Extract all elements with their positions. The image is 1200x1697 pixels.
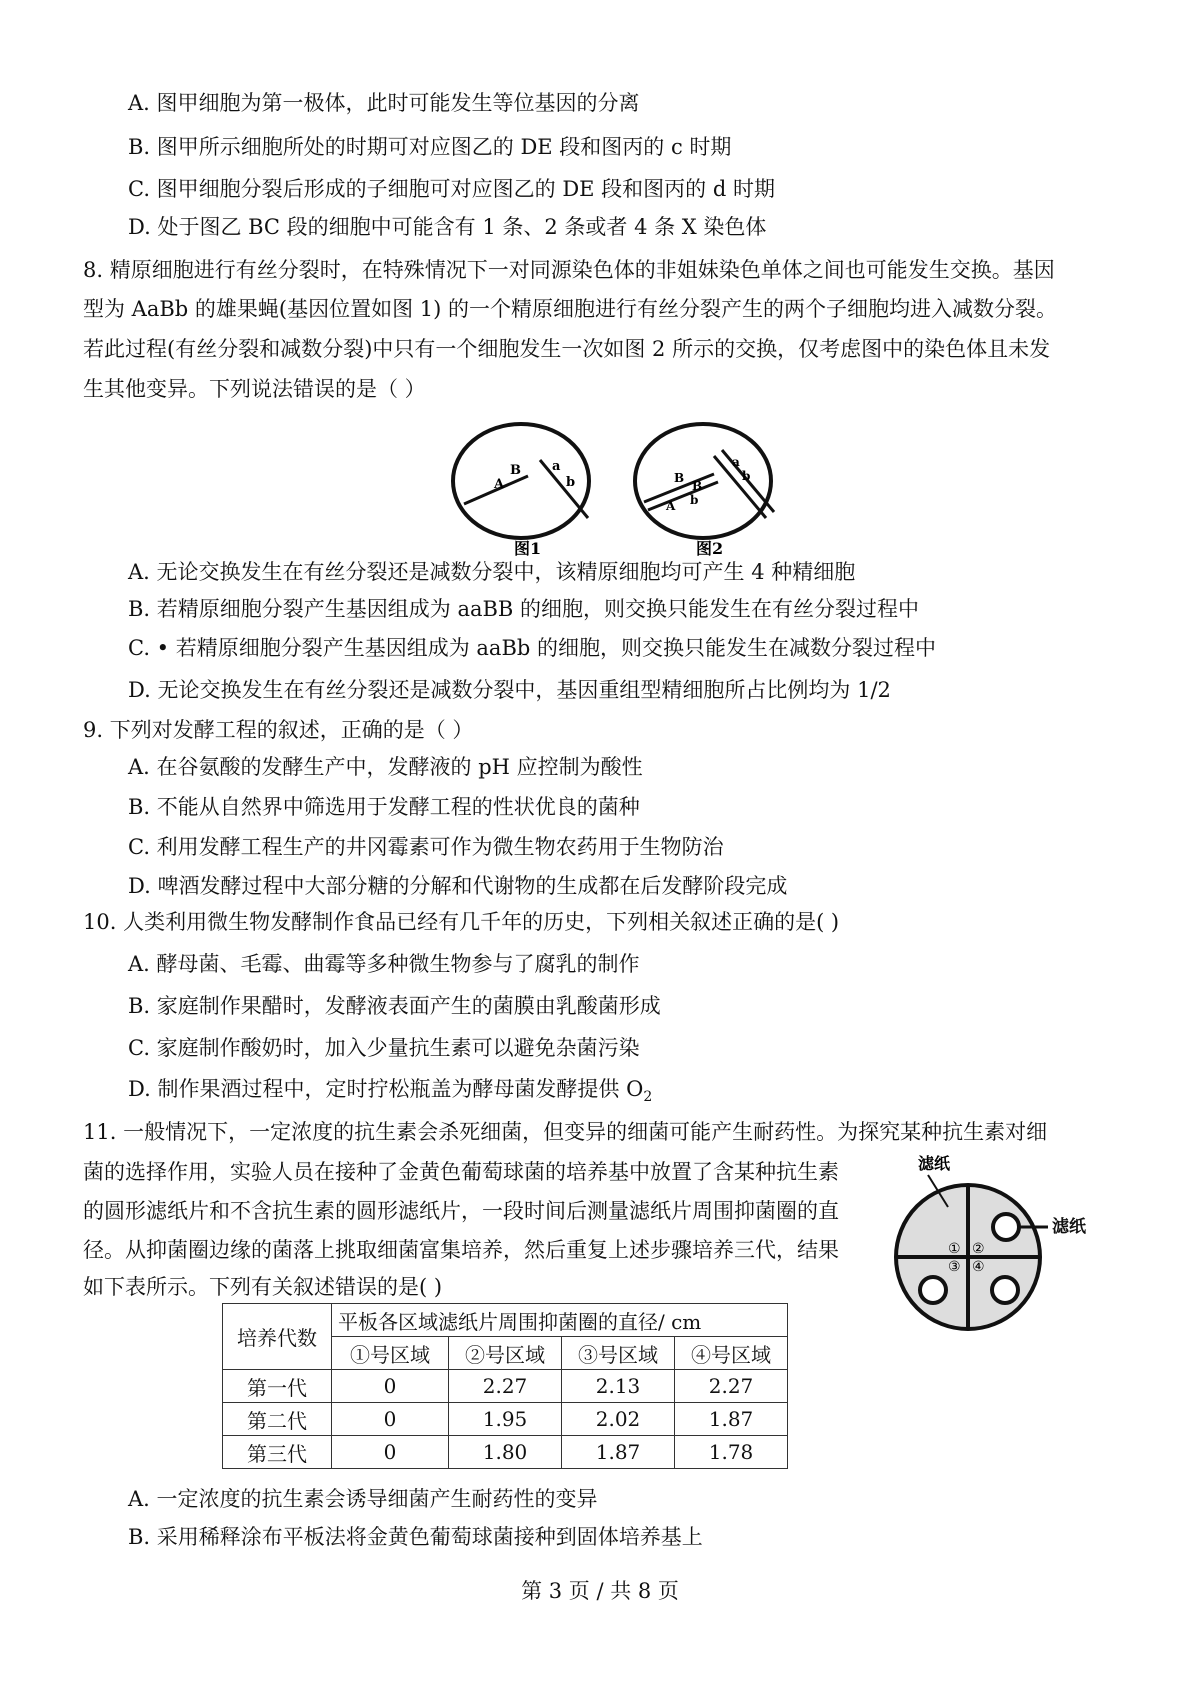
q8-stem-line4: 生其他变异。下列说法错误的是（ ） xyxy=(83,377,426,401)
cell-outline xyxy=(635,424,771,538)
zone-header: ②号区域 xyxy=(449,1337,562,1370)
chromosome-2 xyxy=(540,460,588,518)
gene-label-a: A xyxy=(666,499,676,513)
q8-option-a: A. 无论交换发生在有丝分裂还是减数分裂中，该精原细胞均可产生 4 种精细胞 xyxy=(128,560,856,584)
table-cell: 2.13 xyxy=(562,1370,675,1403)
filter-paper-bottom-right xyxy=(992,1277,1018,1303)
filter-paper-label-top: 滤纸 xyxy=(918,1154,951,1173)
zone-header: ③号区域 xyxy=(562,1337,675,1370)
q11-results-table xyxy=(222,1303,788,1469)
q10-option-a: A. 酵母菌、毛霉、曲霉等多种微生物参与了腐乳的制作 xyxy=(128,952,640,976)
q11-stem-line5: 如下表所示。下列有关叙述错误的是( ) xyxy=(83,1275,443,1299)
q7-option-a: A. 图甲细胞为第一极体，此时可能发生等位基因的分离 xyxy=(128,91,640,115)
q11-stem-line4: 径。从抑菌圈边缘的菌落上挑取细菌富集培养，然后重复上述步骤培养三代，结果 xyxy=(83,1238,839,1262)
q8-option-c: C. • 若精原细胞分裂产生基因组成为 aaBb 的细胞，则交换只能发生在减数分裂过程中 xyxy=(128,636,936,660)
q11-option-a: A. 一定浓度的抗生素会诱导细菌产生耐药性的变异 xyxy=(128,1487,598,1511)
table-cell: 1.78 xyxy=(675,1436,788,1469)
gene-label-b-upper: B xyxy=(510,463,521,478)
q10-option-b: B. 家庭制作果醋时，发酵液表面产生的菌膜由乳酸菌形成 xyxy=(128,994,661,1018)
table-cell: 1.80 xyxy=(449,1436,562,1469)
gene-label-b: B xyxy=(674,471,685,485)
table-cell: 1.87 xyxy=(562,1436,675,1469)
q9-option-d: D. 啤酒发酵过程中大部分糖的分解和代谢物的生成都在后发酵阶段完成 xyxy=(128,874,788,898)
q8-stem-line2: 型为 AaBb 的雄果蝇(基因位置如图 1) 的一个精原细胞进行有丝分裂产生的两个子细胞均进入减数分裂。 xyxy=(83,297,1058,321)
gene-label-b3: b xyxy=(690,493,699,507)
q11-option-b: B. 采用稀释涂布平板法将金黄色葡萄球菌接种到固体培养基上 xyxy=(128,1525,703,1549)
table-cell: 0 xyxy=(332,1370,449,1403)
chromatid-3 xyxy=(714,456,766,518)
zone-4-label: ④ xyxy=(972,1259,985,1275)
table-cell: 1.87 xyxy=(675,1403,788,1436)
q10-option-c: C. 家庭制作酸奶时，加入少量抗生素可以避免杂菌污染 xyxy=(128,1036,640,1060)
row-label: 第一代 xyxy=(223,1370,332,1403)
q8-stem-line3: 若此过程(有丝分裂和减数分裂)中只有一个细胞发生一次如图 2 所示的交换，仅考虑图中的染色体且未发 xyxy=(83,337,1051,361)
gene-label-a-upper: A xyxy=(494,477,505,492)
table-cell: 2.27 xyxy=(449,1370,562,1403)
q8-option-b: B. 若精原细胞分裂产生基因组成为 aaBB 的细胞，则交换只能发生在有丝分裂过程中 xyxy=(128,597,920,621)
zone-1-label: ① xyxy=(948,1241,961,1257)
table-row xyxy=(223,1403,788,1436)
zone-2-label: ② xyxy=(972,1241,985,1257)
q7-option-c: C. 图甲细胞分裂后形成的子细胞可对应图乙的 DE 段和图丙的 d 时期 xyxy=(128,177,775,201)
figure-2-caption: 图2 xyxy=(696,539,724,558)
row-label: 第二代 xyxy=(223,1403,332,1436)
table-row xyxy=(223,1436,788,1469)
table-cell: 0 xyxy=(332,1403,449,1436)
q11-stem-line3: 的圆形滤纸片和不含抗生素的圆形滤纸片，一段时间后测量滤纸片周围抑菌圈的直 xyxy=(83,1199,839,1223)
q11-stem-line2: 菌的选择作用，实验人员在接种了金黄色葡萄球菌的培养基中放置了含某种抗生素 xyxy=(83,1160,839,1184)
row-header-cell: 培养代数 xyxy=(223,1304,332,1370)
table-cell: 2.02 xyxy=(562,1403,675,1436)
table-row xyxy=(223,1370,788,1403)
q9-option-c: C. 利用发酵工程生产的井冈霉素可作为微生物农药用于生物防治 xyxy=(128,835,724,859)
q10-stem: 10. 人类利用微生物发酵制作食品已经有几千年的历史，下列相关叙述正确的是( ) xyxy=(83,910,840,934)
zone-header: ④号区域 xyxy=(675,1337,788,1370)
q9-option-b: B. 不能从自然界中筛选用于发酵工程的性状优良的菌种 xyxy=(128,795,640,819)
table-cell: 0 xyxy=(332,1436,449,1469)
q11-petri-dish-figure xyxy=(888,1147,1058,1337)
q9-stem: 9. 下列对发酵工程的叙述，正确的是（ ） xyxy=(83,718,474,742)
q11-stem-line1: 11. 一般情况下，一定浓度的抗生素会杀死细菌，但变异的细菌可能产生耐药性。为探究某种抗生素对细 xyxy=(83,1120,1048,1144)
gene-label-b2: B xyxy=(692,479,703,493)
gene-label-a-lower: a xyxy=(552,459,561,474)
filter-paper-bottom-left xyxy=(920,1277,946,1303)
q8-figure-1 xyxy=(448,418,598,558)
table-cell: 1.95 xyxy=(449,1403,562,1436)
q8-figure-2 xyxy=(630,418,780,558)
page-footer: 第 3 页 / 共 8 页 xyxy=(521,1579,679,1603)
figure-1-caption: 图1 xyxy=(514,539,542,558)
row-label: 第三代 xyxy=(223,1436,332,1469)
q7-option-b: B. 图甲所示细胞所处的时期可对应图乙的 DE 段和图丙的 c 时期 xyxy=(128,135,732,159)
gene-label-b4: b xyxy=(742,469,751,483)
gene-label-a2: a xyxy=(732,455,740,469)
filter-paper-top-right xyxy=(993,1214,1019,1240)
q9-option-a: A. 在谷氨酸的发酵生产中，发酵液的 pH 应控制为酸性 xyxy=(128,755,643,779)
q8-stem-line1: 8. 精原细胞进行有丝分裂时，在特殊情况下一对同源染色体的非姐妹染色单体之间也可能发生交换。基因 xyxy=(83,258,1055,282)
group-header-cell: 平板各区域滤纸片周围抑菌圈的直径/ cm xyxy=(332,1304,788,1337)
filter-paper-label-right: 滤纸 xyxy=(1052,1217,1086,1237)
zone-header: ①号区域 xyxy=(332,1337,449,1370)
table-cell: 2.27 xyxy=(675,1370,788,1403)
q7-option-d: D. 处于图乙 BC 段的细胞中可能含有 1 条、2 条或者 4 条 X 染色体 xyxy=(128,215,767,239)
zone-3-label: ③ xyxy=(948,1259,961,1275)
q8-option-d: D. 无论交换发生在有丝分裂还是减数分裂中，基因重组型精细胞所占比例均为 1/2 xyxy=(128,678,891,702)
q10-option-d: D. 制作果酒过程中，定时拧松瓶盖为酵母菌发酵提供 $O_2$ xyxy=(128,1077,653,1106)
gene-label-b-lower: b xyxy=(566,475,576,490)
